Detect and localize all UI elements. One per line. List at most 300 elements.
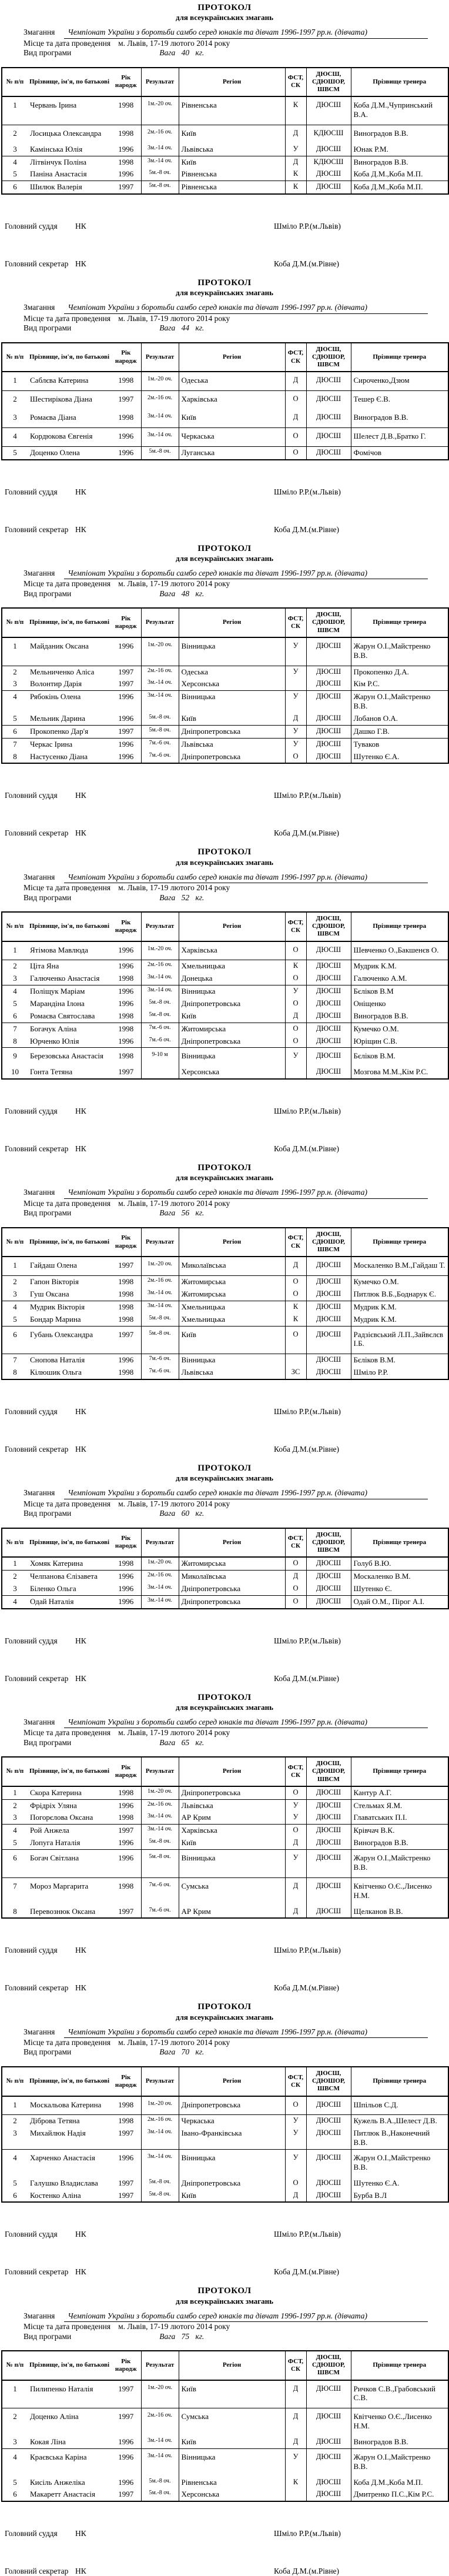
- chief-judge-name: Шміло Р.Р.(м.Львів): [274, 1946, 341, 1955]
- column-header-fst: ФСТ, СК: [285, 608, 306, 637]
- column-header-year: Рік народж: [111, 2067, 141, 2096]
- cell-trainer: Шпільов С.Д.: [351, 2096, 448, 2115]
- cell-region: Одеська: [179, 666, 285, 678]
- cell-num: 6: [2, 1010, 28, 1023]
- cell-region: АР Крим: [179, 1906, 285, 1919]
- cell-result: 3м.-14 оч.: [141, 1583, 179, 1595]
- officials-block: [5, 1946, 448, 1993]
- chief-judge-label: Головний суддя: [5, 2230, 58, 2239]
- column-header-result: Результат: [141, 343, 179, 372]
- cell-result: 5м.-8 оч.: [141, 1010, 179, 1023]
- cell-year: 1997: [111, 2488, 141, 2501]
- table-header: [2, 1757, 448, 1786]
- cell-school: ДЮСШ: [306, 1257, 351, 1275]
- competition-value: Чемпіонат України з боротьби самбо серед юнаків та дівчат 1996-1997 рр.н. (дівчата): [64, 1718, 428, 1728]
- cell-name: Мельник Дарина: [28, 713, 111, 725]
- protocol-meta: [24, 28, 448, 58]
- cell-year: 1996: [118, 1800, 134, 1810]
- column-header-region: Регіон: [179, 1528, 285, 1558]
- cell-num: 4: [2, 427, 28, 446]
- competition-value: Чемпіонат України з боротьби самбо серед юнаків та дівчат 1996-1997 рр.н. (дівчата): [64, 569, 428, 579]
- officials-block: [5, 2529, 448, 2576]
- cell-year: 1997: [111, 1326, 141, 1354]
- place-row: [24, 1199, 448, 1208]
- cell-fst: У: [285, 2115, 306, 2127]
- chief-judge-row: [5, 2529, 448, 2538]
- cell-fst: О: [285, 1023, 306, 1035]
- cell-fst: О: [285, 1276, 306, 1288]
- cell-trainer: Кужель В.А.,Шелест Д.В.: [351, 2115, 448, 2127]
- column-header-trainer: Прізвище тренера: [351, 1228, 448, 1257]
- cell-trainer: Питлюк В.,Наконечний В.В.: [351, 2127, 448, 2149]
- competition-row: [24, 1718, 448, 1728]
- cell-year: 1997: [118, 2412, 134, 2421]
- program-label: Вид програми: [24, 2047, 72, 2057]
- cell-school: ДЮСШ: [306, 1877, 351, 1905]
- cell-fst: О: [285, 1583, 306, 1595]
- cell-year: 1996: [111, 427, 141, 446]
- protocol-title: ПРОТОКОЛ: [197, 1163, 252, 1173]
- column-header-school: ДЮСШ, СДЮШОР, ШВСМ: [306, 608, 351, 637]
- chief-judge-row: [5, 791, 448, 800]
- cell-region: Житомирська: [179, 1276, 285, 1288]
- chief-secretary-name: Коба Д.М.(м.Рівне): [274, 524, 340, 534]
- cell-year: 1996: [118, 998, 134, 1008]
- cell-year: 1998: [118, 1277, 134, 1287]
- cell-region: Сумська: [179, 1877, 285, 1905]
- cell-result: 3м.-14 оч.: [141, 1825, 179, 1837]
- cell-num: 4: [13, 987, 17, 996]
- column-header-fst: ФСТ, СК: [285, 68, 306, 97]
- cell-name: Краєвська Каріна: [30, 2452, 87, 2461]
- chief-judge-row: [5, 487, 448, 497]
- cell-result: 5м.-8 оч.: [141, 181, 179, 194]
- column-header-school: ДЮСШ, СДЮШОР, ШВСМ: [306, 343, 351, 372]
- protocol-meta: [24, 1718, 448, 1748]
- table-row: [2, 1314, 448, 1326]
- cell-num: 3: [2, 143, 28, 156]
- column-header-year: Рік народж: [111, 68, 141, 97]
- cell-num: 7: [13, 1355, 17, 1365]
- cell-fst: О: [285, 751, 306, 764]
- cell-num: 2: [13, 961, 17, 971]
- cell-fst: Д: [285, 2190, 306, 2203]
- cell-name: Настусенко Діана: [28, 751, 111, 764]
- cell-trainer: Коба Д.М.,Коба М.П.: [351, 2477, 448, 2489]
- cell-school: ДЮСШ: [306, 1366, 351, 1379]
- cell-year: 1997: [111, 2190, 141, 2203]
- table-header: [2, 912, 448, 941]
- table-header-row: [2, 608, 448, 637]
- cell-result: 5м.-8 оч.: [141, 2190, 179, 2203]
- cell-result: 3м.-14 оч.: [141, 2149, 179, 2177]
- officials-block: [5, 1107, 448, 1154]
- cell-result: 3м.-14 оч.: [141, 1595, 179, 1608]
- cell-num: 8: [2, 751, 28, 764]
- weight-value: Вага 56 кг.: [159, 1208, 205, 1218]
- column-header-region: Регіон: [179, 2351, 285, 2380]
- competition-label: Змагання: [24, 1488, 55, 1498]
- results-table: [1, 67, 449, 195]
- column-header-name: Прізвище, ім'я, по батькові: [28, 912, 111, 941]
- protocol-subtitle: для всеукраїнських змагань: [176, 1474, 273, 1483]
- cell-year: 1996: [118, 2452, 134, 2461]
- cell-school: ДЮСШ: [306, 2177, 351, 2190]
- cell-num: 6: [2, 2190, 28, 2203]
- cell-region: Рівненська: [179, 96, 285, 125]
- weight-value: Вага 52 кг.: [159, 893, 205, 902]
- table-row: [2, 1837, 448, 1849]
- column-header-name: Прізвище, ім'я, по батькові: [28, 68, 111, 97]
- weight-value: Вага 60 кг.: [159, 1509, 205, 1518]
- column-header-trainer: Прізвище тренера: [351, 912, 448, 941]
- competition-label: Змагання: [24, 1188, 55, 1197]
- competition-row: [24, 2027, 448, 2038]
- cell-school: ДЮСШ: [306, 1314, 351, 1326]
- cell-region: Сумська: [179, 2408, 285, 2436]
- cell-num: 5: [2, 446, 28, 459]
- table-row: [2, 391, 448, 409]
- cell-trainer: Сироченко,Дзюм: [351, 372, 448, 390]
- cell-fst: О: [285, 1825, 306, 1837]
- cell-name: Бондар Марина: [28, 1314, 111, 1326]
- protocol-subtitle: для всеукраїнських змагань: [176, 2012, 273, 2022]
- cell-num: 8: [2, 1366, 28, 1379]
- chief-secretary-label: Головний секретар: [5, 1673, 69, 1683]
- cell-year: 1996: [111, 446, 141, 459]
- table-body: [2, 2096, 448, 2203]
- table-header: [2, 68, 448, 97]
- chief-secretary-row: [5, 2567, 448, 2576]
- chief-secretary-rank: НК: [75, 1983, 86, 1993]
- cell-num: 2: [13, 2116, 17, 2126]
- protocol-subtitle: для всеукраїнських змагань: [176, 13, 273, 22]
- results-table: [1, 1227, 449, 1380]
- cell-region: Рівненська: [179, 181, 285, 194]
- cell-fst: К: [285, 960, 306, 973]
- place-label: Місце та дата проведення: [24, 1728, 111, 1738]
- cell-name: Хомяк Катерина: [28, 1557, 111, 1570]
- cell-result: 7м.-6 оч.: [141, 1906, 179, 1919]
- cell-result: 7м.-6 оч.: [141, 1877, 179, 1905]
- cell-region: Київ: [179, 1326, 285, 1354]
- cell-fst: О: [285, 427, 306, 446]
- results-table: [1, 607, 449, 764]
- cell-region: Львівська: [179, 1799, 285, 1812]
- protocol-section: [0, 534, 449, 838]
- cell-trainer: Оніщенко: [351, 998, 448, 1010]
- cell-num: 3: [2, 2127, 28, 2149]
- cell-trainer: Юнак Р.М.: [351, 143, 448, 156]
- cell-year: 1997: [111, 725, 141, 738]
- cell-region: Дніпропетровська: [179, 1786, 285, 1799]
- table-row: [2, 941, 448, 960]
- cell-num: 4: [2, 1595, 28, 1608]
- protocol-subtitle: для всеукраїнських змагань: [176, 2296, 273, 2306]
- chief-judge-label: Головний суддя: [5, 1407, 58, 1416]
- cell-trainer: Коба Д.М.,Коба М.П.: [351, 168, 448, 181]
- cell-region: Житомирська: [179, 1023, 285, 1035]
- chief-judge-row: [5, 1636, 448, 1646]
- column-header-fst: ФСТ, СК: [285, 1228, 306, 1257]
- cell-result: 3м.-14 оч.: [141, 2127, 179, 2149]
- cell-region: Львівська: [179, 1366, 285, 1379]
- cell-result: 9-10 м: [141, 1048, 179, 1066]
- cell-trainer: Квітченко О.Є.,Лисенко Н.М.: [351, 1877, 448, 1905]
- cell-result: 5м.-8 оч.: [141, 1314, 179, 1326]
- cell-trainer: Мудрик К.М.: [351, 1301, 448, 1313]
- column-header-fst: ФСТ, СК: [285, 2351, 306, 2380]
- chief-judge-row: [5, 1107, 448, 1116]
- table-row: [2, 1799, 448, 1812]
- cell-result: 2м.-16 оч.: [141, 125, 179, 143]
- cell-year: 1997: [111, 1066, 141, 1079]
- table-row: [2, 1366, 448, 1379]
- cell-trainer: Шутенко Є.А.: [351, 2177, 448, 2190]
- place-value: м. Львів, 17-19 лютого 2014 року: [118, 883, 230, 893]
- cell-num: 1: [2, 941, 28, 960]
- cell-trainer: Москаленко В.М.: [351, 1571, 448, 1583]
- cell-school: ДЮСШ: [306, 427, 351, 446]
- weight-value: Вага 44 кг.: [159, 323, 205, 333]
- place-row: [24, 314, 448, 323]
- cell-trainer: Кумечко О.М.: [351, 1023, 448, 1035]
- cell-name: Галушко Владислава: [30, 2178, 98, 2187]
- cell-trainer: Коба Д.М.,Коба М.П.: [351, 181, 448, 194]
- protocol-section: [0, 2277, 449, 2576]
- cell-fst: Д: [285, 1877, 306, 1905]
- cell-school: ДЮСШ: [306, 1557, 351, 1570]
- cell-year: 1996: [118, 987, 134, 996]
- column-header-trainer: Прізвище тренера: [351, 343, 448, 372]
- table-row: [2, 1257, 448, 1275]
- cell-region: Черкаська: [179, 427, 285, 446]
- cell-school: ДЮСШ: [306, 1837, 351, 1849]
- cell-fst: О: [285, 1786, 306, 1799]
- officials-block: [5, 487, 448, 534]
- cell-year: 1997: [118, 395, 134, 404]
- table-row: [2, 985, 448, 998]
- cell-region: Житомирська: [179, 1557, 285, 1570]
- cell-trainer: Москаленко В.М.,Гайдаш Т.: [351, 1257, 448, 1275]
- cell-trainer: Мудрик К.М.: [351, 960, 448, 973]
- table-row: [2, 2177, 448, 2190]
- program-label: Вид програми: [24, 1208, 72, 1218]
- competition-value: Чемпіонат України з боротьби самбо серед юнаків та дівчат 1996-1997 рр.н. (дівчата): [64, 303, 428, 313]
- table-body: [2, 1257, 448, 1379]
- results-table: [1, 911, 449, 1080]
- cell-name: Галюченко Анастасія: [28, 973, 111, 985]
- weight-value: Вага 40 кг.: [159, 48, 205, 58]
- cell-fst: Д: [285, 409, 306, 427]
- cell-result: 3м.-14 оч.: [141, 985, 179, 998]
- cell-year: 1997: [111, 1257, 141, 1275]
- cell-num: 7: [13, 739, 17, 749]
- cell-school: ДЮСШ: [306, 2436, 351, 2448]
- chief-secretary-label: Головний секретар: [5, 1445, 69, 1454]
- chief-judge-name: Шміло Р.Р.(м.Львів): [274, 2529, 341, 2538]
- competition-value: Чемпіонат України з боротьби самбо серед юнаків та дівчат 1996-1997 рр.н. (дівчата): [64, 2027, 428, 2038]
- column-header-fst: ФСТ, СК: [285, 1528, 306, 1558]
- column-header-name: Прізвище, ім'я, по батькові: [28, 2351, 111, 2380]
- cell-result: 3м.-14 оч.: [141, 678, 179, 690]
- cell-trainer: Кім Р.С.: [351, 678, 448, 690]
- cell-name: Майданик Оксана: [28, 637, 111, 666]
- cell-year: 1997: [111, 678, 141, 690]
- table-row: [2, 1595, 448, 1608]
- table-row: [2, 1066, 448, 1079]
- cell-result: 2м.-16 оч.: [141, 1799, 179, 1812]
- cell-school: ДЮСШ: [306, 941, 351, 960]
- table-row: [2, 446, 448, 459]
- cell-num: 2: [13, 667, 17, 676]
- cell-trainer: Бєліков В.М.: [351, 1354, 448, 1366]
- cell-result: 5м.-8 оч.: [141, 446, 179, 459]
- cell-result: 1м.-20 оч.: [141, 637, 179, 666]
- column-header-name: Прізвище, ім'я, по батькові: [28, 1228, 111, 1257]
- competition-label: Змагання: [24, 303, 55, 312]
- competition-value: Чемпіонат України з боротьби самбо серед юнаків та дівчат 1996-1997 рр.н. (дівчата): [64, 1188, 428, 1198]
- table-row: [2, 637, 448, 666]
- chief-secretary-row: [5, 1445, 448, 1454]
- cell-school: ДЮСШ: [306, 1326, 351, 1354]
- chief-secretary-row: [5, 525, 448, 534]
- cell-year: 1998: [118, 1881, 134, 1890]
- protocol-subtitle: для всеукраїнських змагань: [176, 553, 273, 563]
- chief-secretary-rank: НК: [75, 828, 86, 838]
- program-row: [24, 893, 448, 903]
- column-header-num: № п/п: [2, 1757, 28, 1786]
- cell-school: ДЮСШ: [306, 96, 351, 125]
- cell-year: 1996: [118, 692, 134, 701]
- chief-secretary-label: Головний секретар: [5, 1144, 69, 1154]
- cell-fst: [285, 678, 306, 690]
- cell-region: Вінницька: [179, 2149, 285, 2177]
- cell-fst: О: [285, 2177, 306, 2190]
- cell-name: Москальова Катерина: [28, 2096, 111, 2115]
- table-row: [2, 1035, 448, 1048]
- cell-year: 1996: [111, 1850, 141, 1878]
- cell-result: 3м.-14 оч.: [141, 143, 179, 156]
- chief-secretary-rank: НК: [75, 2267, 86, 2277]
- table-header: [2, 2067, 448, 2096]
- cell-name: Богачук Аліна: [30, 1024, 77, 1033]
- protocol-meta: [24, 569, 448, 599]
- cell-trainer: Крівчач В.К.: [351, 1825, 448, 1837]
- table-row: [2, 998, 448, 1010]
- program-row: [24, 48, 448, 58]
- cell-year: 1998: [111, 96, 141, 125]
- protocol-title: ПРОТОКОЛ: [197, 543, 252, 553]
- cell-num: 6: [2, 1326, 28, 1354]
- chief-judge-label: Головний суддя: [5, 2529, 58, 2538]
- cell-name: Кокая Ліна: [28, 2436, 111, 2448]
- cell-result: 7м.-6 оч.: [141, 1035, 179, 1048]
- competition-row: [24, 1488, 448, 1499]
- table-row: [2, 1048, 448, 1066]
- cell-region: Львівська: [179, 738, 285, 750]
- cell-name: Лопуга Наталія: [28, 1837, 111, 1849]
- cell-num: 5: [13, 998, 17, 1008]
- chief-judge-name: Шміло Р.Р.(м.Львів): [274, 222, 341, 231]
- cell-fst: Д: [285, 1010, 306, 1023]
- cell-school: ДЮСШ: [306, 168, 351, 181]
- cell-school: ДЮСШ: [306, 1048, 351, 1066]
- chief-secretary-rank: НК: [75, 2567, 86, 2576]
- cell-year: 1998: [118, 1024, 134, 1033]
- chief-judge-label: Головний суддя: [5, 222, 58, 231]
- cell-result: 2м.-16 оч.: [141, 391, 179, 409]
- cell-school: ДЮСШ: [306, 678, 351, 690]
- chief-judge-name: Шміло Р.Р.(м.Львів): [274, 791, 341, 800]
- program-row: [24, 2047, 448, 2057]
- cell-name: Одай Наталія: [28, 1595, 111, 1608]
- column-header-result: Результат: [141, 608, 179, 637]
- table-header: [2, 2351, 448, 2380]
- cell-school: ДЮСШ: [306, 2149, 351, 2177]
- cell-fst: О: [285, 941, 306, 960]
- competition-value: Чемпіонат України з боротьби самбо серед юнаків та дівчат 1996-1997 рр.н. (дівчата): [64, 873, 428, 883]
- protocol-subtitle: для всеукраїнських змагань: [176, 1173, 273, 1182]
- cell-trainer: Стельмах Я.М.: [351, 1799, 448, 1812]
- cell-num: 3: [2, 1812, 28, 1824]
- cell-region: Одеська: [179, 372, 285, 390]
- cell-school: ДЮСШ: [306, 1812, 351, 1824]
- cell-school: ДЮСШ: [306, 738, 351, 750]
- cell-region: Хмельницька: [179, 960, 285, 973]
- table-row: [2, 427, 448, 446]
- table-body: [2, 637, 448, 764]
- cell-fst: Д: [285, 125, 306, 143]
- cell-year: 1997: [111, 2380, 141, 2408]
- cell-fst: О: [285, 1035, 306, 1048]
- cell-fst: О: [285, 1557, 306, 1570]
- column-header-num: № п/п: [2, 608, 28, 637]
- cell-school: ДЮСШ: [306, 1786, 351, 1799]
- column-header-year: Рік народж: [111, 608, 141, 637]
- cell-trainer: Квітченко О.Є.,Лисенко Н.М.: [351, 2408, 448, 2436]
- cell-year: 1997: [111, 2127, 141, 2149]
- cell-result: 1м.-20 оч.: [141, 96, 179, 125]
- chief-secretary-rank: НК: [75, 524, 86, 534]
- cell-name: Снопова Наталія: [30, 1355, 85, 1365]
- cell-name: Скора Катерина: [28, 1786, 111, 1799]
- chief-secretary-row: [5, 1144, 448, 1154]
- cell-num: 8: [2, 1035, 28, 1048]
- cell-name: Літвінчук Поліна: [30, 157, 86, 166]
- cell-num: 10: [2, 1066, 28, 1079]
- cell-result: 5м.-8 оч.: [141, 1326, 179, 1354]
- cell-num: 1: [2, 1557, 28, 1570]
- cell-name: Лосицька Олександра: [30, 128, 102, 138]
- protocol-section: [0, 269, 449, 534]
- cell-num: 1: [2, 1257, 28, 1275]
- cell-region: Харківська: [179, 1825, 285, 1837]
- column-header-region: Регіон: [179, 1228, 285, 1257]
- protocol-subtitle: для всеукраїнських змагань: [176, 1702, 273, 1712]
- column-header-result: Результат: [141, 2351, 179, 2380]
- chief-judge-row: [5, 1946, 448, 1955]
- cell-school: ДЮСШ: [306, 409, 351, 427]
- program-label: Вид програми: [24, 893, 72, 902]
- cell-result: 1м.-20 оч.: [141, 941, 179, 960]
- cell-fst: О: [285, 2096, 306, 2115]
- cell-trainer: Жарун О.І.,Майстренко В.В.: [351, 2448, 448, 2476]
- cell-region: Херсонська: [179, 678, 285, 690]
- results-table: [1, 1756, 449, 1919]
- column-header-region: Регіон: [179, 912, 285, 941]
- cell-school: ДЮСШ: [306, 2488, 351, 2501]
